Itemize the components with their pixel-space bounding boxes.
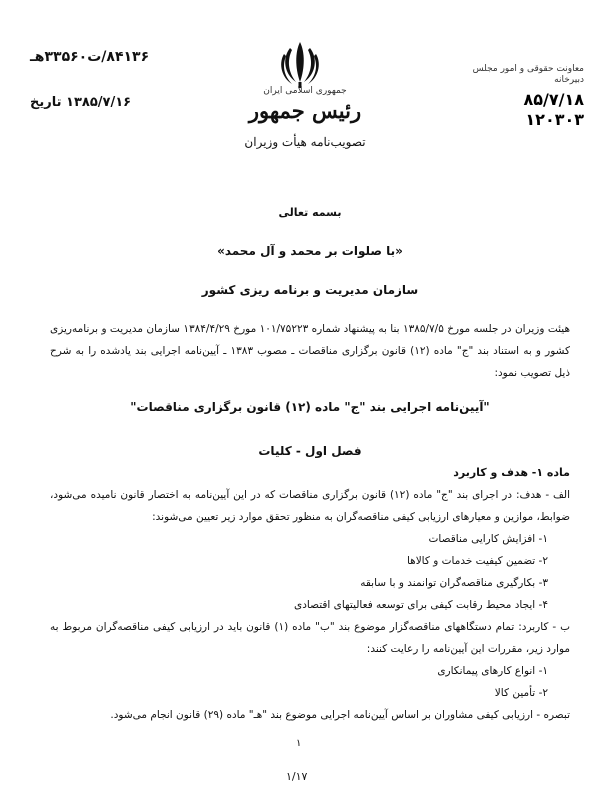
goal-item: ۱- افزایش کارایی مناقصات [428, 533, 548, 545]
office-subtitle: تصویب‌نامه هیأت وزیران [244, 135, 366, 149]
letter-date: ۱۳۸۵/۷/۱۶ تاریخ [30, 95, 132, 110]
scope-item: ۱- انواع کارهای پیمانکاری [437, 665, 548, 677]
bismillah: بسمه تعالی [278, 206, 342, 219]
note-paragraph: تبصره - ارزیابی کیفی مشاوران بر اساس آیین‌نامه اجرایی موضوع بند "هـ" ماده (۲۹) قانون انجام می‌شود. [110, 709, 570, 721]
country-name: جمهوری اسلامی ایران [263, 86, 347, 96]
goal-item: ۲- تضمین کیفیت خدمات و کالاها [406, 555, 548, 567]
page-number: ۱/۱۷ [286, 770, 308, 783]
page-mark: ۱ [296, 738, 302, 749]
letter-number: ۸۴۱۳۶/ت۳۳۵۶۰هـ [30, 49, 150, 65]
chapter-heading: فصل اول - کلیات [258, 444, 362, 458]
iran-emblem-icon [276, 38, 324, 90]
alef-paragraph: الف - هدف: در اجرای بند "ج" ماده (۱۲) قانون برگزاری مناقصات که در این آیین‌نامه به اختصار قانون نامیده می‌شود، ضوابط، موازین و معیارهای ارزیابی کیفی مناقصه‌گران به منظور تحقق موارد زیر تعیین می‌شوند: [50, 489, 570, 523]
recv-line1: معاونت حقوقی و امور مجلس [472, 64, 584, 74]
scope-item: ۲- تأمین کالا [494, 687, 548, 699]
office-header [220, 86, 390, 149]
letter-meta [30, 46, 200, 114]
receipt-stamp [424, 64, 584, 130]
recv-date: ۸۵/۷/۱۸ [523, 90, 584, 109]
office-title: رئیس جمهور [248, 98, 362, 123]
recv-number: ۱۲۰۳۰۳ [525, 110, 584, 129]
goal-item: ۴- ایجاد محیط رقابت کیفی برای توسعه فعالیتهای اقتصادی [294, 599, 548, 611]
regulation-title: "آیین‌نامه اجرایی بند "ج" ماده (۱۲) قانون برگزاری مناقصات" [130, 400, 490, 414]
salawat: «با صلوات بر محمد و آل محمد» [217, 244, 403, 258]
be-paragraph: ب - کاربرد: تمام دستگاههای مناقصه‌گزار موضوع بند "ب" ماده (۱) قانون باید در ارزیابی کیفی مناقصه‌گران مربوط به موارد زیر، مقررات این آیین‌نامه را رعایت کنند: [50, 621, 570, 655]
recv-line2: دبیرخانه [554, 75, 584, 85]
intro-paragraph: هیئت وزیران در جلسه مورخ ۱۳۸۵/۷/۵ بنا به پیشنهاد شماره ۱۰۱/۷۵۲۲۳ مورخ ۱۳۸۴/۴/۲۹ سازمان مدیریت و برنامه‌ریزی کشور و به استناد بند "ج" ماده (۱۲) قانون برگزاری مناقصات ـ مصوب ۱۳۸۳ ـ آیین‌نامه اجرایی بند یادشده را به شرح ذیل تصویب نمود: [50, 323, 571, 379]
article-heading: ماده ۱- هدف و کاربرد [453, 466, 570, 479]
article-section [50, 462, 570, 726]
goal-item: ۳- بکارگیری مناقصه‌گران توانمند و با سابقه [360, 577, 548, 589]
addressee: سازمان مدیریت و برنامه ریزی کشور [201, 283, 419, 297]
